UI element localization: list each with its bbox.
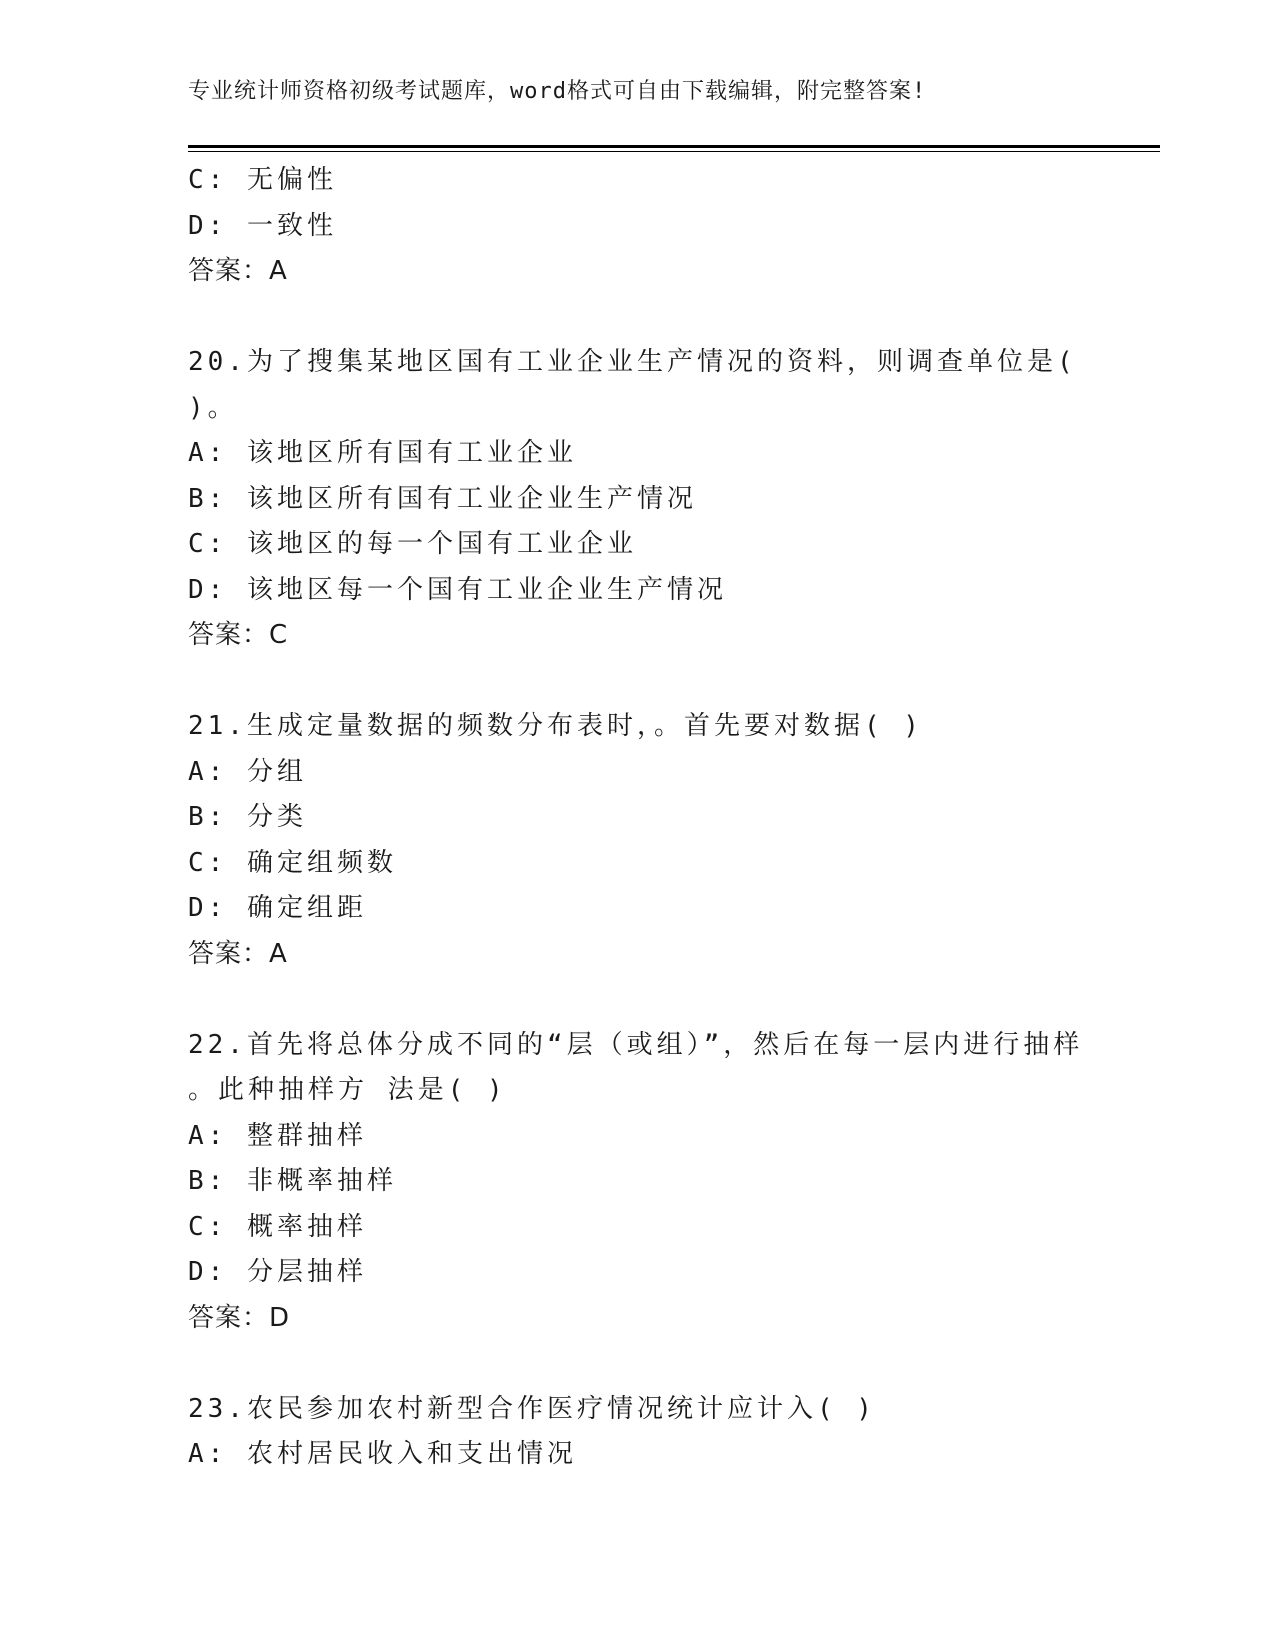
- question-line: 22.首先将总体分成不同的“层（或组）”，然后在每一层内进行抽样: [188, 1029, 1084, 1060]
- question-line: 21.生成定量数据的频数分布表时，。首先要对数据( ): [188, 711, 923, 741]
- header-rule-thin: [188, 151, 1160, 152]
- answer-line: 答案：A: [188, 938, 288, 969]
- document-header: 专业统计师资格初级考试题库，word格式可自由下载编辑，附完整答案!: [188, 79, 927, 104]
- header-rule-thick: [188, 145, 1160, 148]
- option-line: B: 分类: [188, 802, 307, 832]
- option-line: D: 该地区每一个国有工业企业生产情况: [188, 574, 727, 605]
- option-line: A: 分组: [188, 756, 307, 787]
- option-line: A: 整群抽样: [188, 1120, 367, 1151]
- option-line: C: 概率抽样: [188, 1211, 367, 1242]
- question-line: )。: [188, 392, 238, 423]
- answer-line: 答案：A: [188, 256, 288, 286]
- answer-line: 答案：D: [188, 1302, 291, 1333]
- question-line: 20.为了搜集某地区国有工业企业生产情况的资料，则调查单位是(: [188, 347, 1077, 377]
- spacer: [188, 1341, 1088, 1387]
- question-content: [188, 158, 1088, 1478]
- option-line: C: 该地区的每一个国有工业企业: [188, 529, 637, 559]
- option-line: B: 非概率抽样: [188, 1166, 397, 1196]
- spacer: [188, 977, 1088, 1023]
- option-line: D: 确定组距: [188, 893, 367, 923]
- option-line: D: 分层抽样: [188, 1257, 367, 1287]
- option-line: C: 确定组频数: [188, 847, 397, 878]
- option-line: B: 该地区所有国有工业企业生产情况: [188, 483, 697, 514]
- option-line: A: 农村居民收入和支出情况: [188, 1439, 577, 1469]
- question-line: 。此种抽样方 法是( ): [188, 1075, 507, 1105]
- spacer: [188, 659, 1088, 705]
- option-line: D: 一致性: [188, 210, 337, 241]
- spacer: [188, 295, 1088, 341]
- option-line: C: 无偏性: [188, 165, 337, 195]
- answer-line: 答案：C: [188, 620, 289, 650]
- question-line: 23.农民参加农村新型合作医疗情况统计应计入( ): [188, 1393, 876, 1424]
- option-line: A: 该地区所有国有工业企业: [188, 438, 577, 468]
